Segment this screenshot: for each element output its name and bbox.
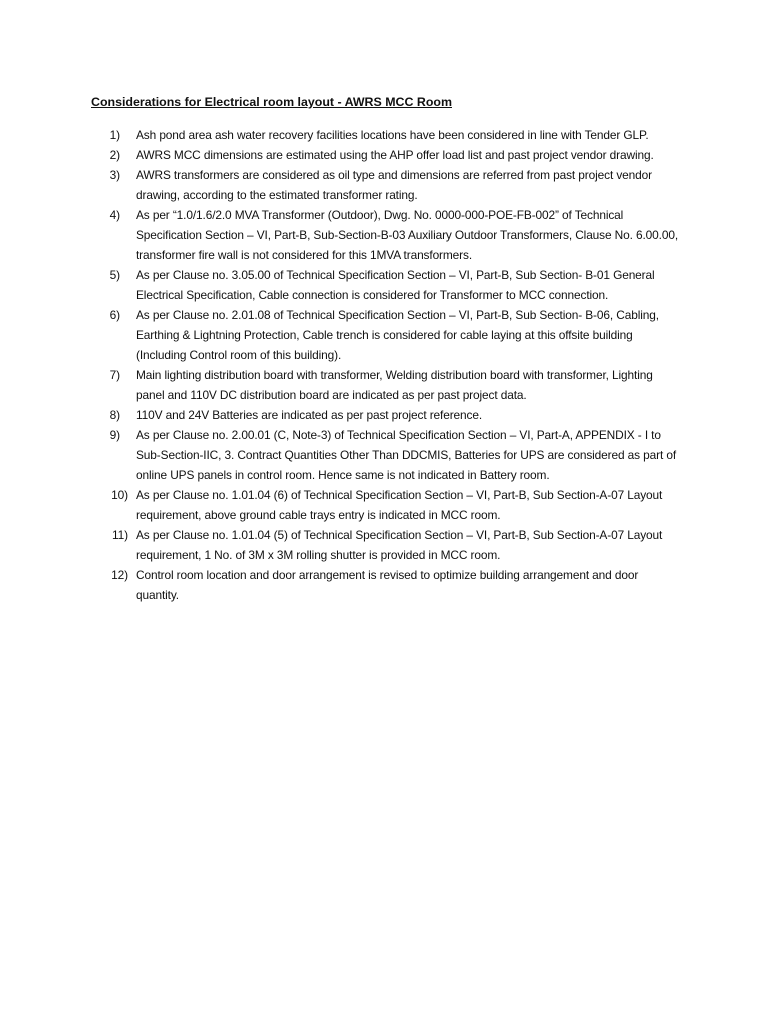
item-number: 4) [109,208,120,222]
list-item [0,205,681,265]
list-item [0,425,681,485]
item-text: As per Clause no. 1.01.04 (6) of Technical Specification Section – VI, Part-B, Sub Section-A-07 Layout requirement, above ground cable trays entry is indicated in MCC room. [136,488,663,522]
item-text: AWRS MCC dimensions are estimated using the AHP offer load list and past project vendor drawing. [136,148,654,162]
list-item [0,305,681,365]
item-number: 11) [112,528,128,542]
list-item [0,365,681,405]
list-item [0,525,681,565]
item-text: As per Clause no. 1.01.04 (5) of Technical Specification Section – VI, Part-B, Sub Section-A-07 Layout requirement, 1 No. of 3M x 3M rolling shutter is provided in MCC room. [136,528,663,562]
item-text: As per “1.0/1.6/2.0 MVA Transformer (Outdoor), Dwg. No. 0000-000-POE-FB-002” of Technical Specification Section – VI, Part-B, Sub-Section-B-03 Auxiliary Outdoor Transformers, Clause No. 6.00.00, transformer fire wall is not considered for this 1MVA transformers. [136,208,679,262]
item-number: 5) [109,268,120,282]
item-number: 7) [109,368,120,382]
item-number: 2) [109,148,120,162]
item-number: 12) [111,568,128,582]
considerations-list [0,125,768,605]
item-number: 9) [109,428,120,442]
item-text: As per Clause no. 2.00.01 (C, Note-3) of Technical Specification Section – VI, Part-A, APPENDIX - I to Sub-Section-IIC, 3. Contract Quantities Other Than DDCMIS, Batteries for UPS are considered as part of online UPS panels in control room. Hence same is not indicated in Battery room. [136,428,677,482]
item-number: 3) [109,168,120,182]
item-number: 10) [111,488,128,502]
item-text: As per Clause no. 2.01.08 of Technical Specification Section – VI, Part-B, Sub Section- B-06, Cabling, Earthing & Lightning Protection, Cable trench is considered for cable laying at this offsite building (Including Control room of this building). [136,308,659,362]
list-item [0,265,681,305]
item-text: Control room location and door arrangement is revised to optimize building arrangement and door quantity. [136,568,639,602]
item-text: Ash pond area ash water recovery facilities locations have been considered in line with Tender GLP. [136,128,649,142]
item-text: Main lighting distribution board with transformer, Welding distribution board with transformer, Lighting panel and 110V DC distribution board are indicated as per past project data. [136,368,653,402]
item-number: 1) [109,128,120,142]
item-text: 110V and 24V Batteries are indicated as per past project reference. [136,408,483,422]
list-item [0,405,681,425]
list-item [0,125,681,145]
item-text: As per Clause no. 3.05.00 of Technical Specification Section – VI, Part-B, Sub Section- B-01 General Electrical Specification, Cable connection is considered for Transformer to MCC connection. [136,268,655,302]
list-item [0,485,681,525]
list-item [0,145,681,165]
list-item [0,165,681,205]
item-text: AWRS transformers are considered as oil type and dimensions are referred from past project vendor drawing, according to the estimated transformer rating. [136,168,652,202]
item-number: 8) [109,408,120,422]
list-item [0,565,681,605]
document-title: Considerations for Electrical room layout - AWRS MCC Room [91,95,452,109]
item-number: 6) [109,308,120,322]
